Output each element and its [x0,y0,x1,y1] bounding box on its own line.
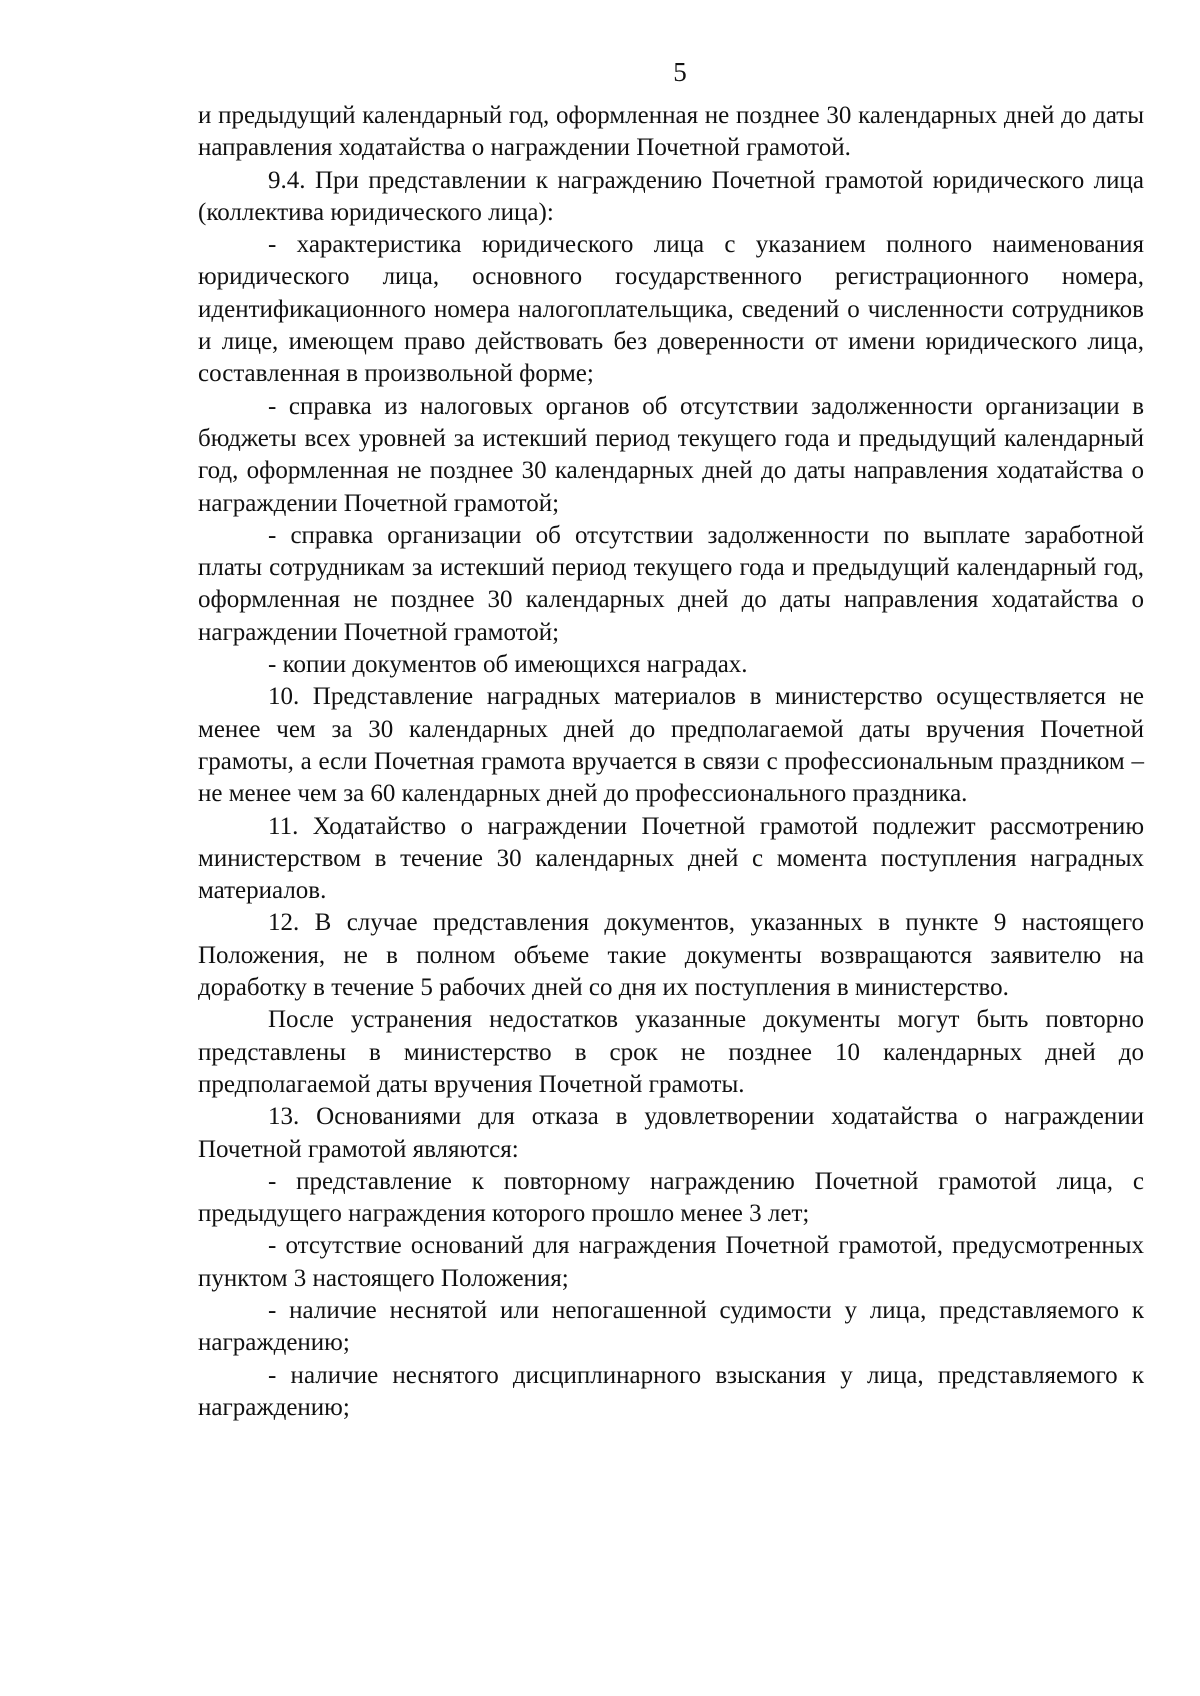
paragraph-9-4: 9.4. При представлении к награждению Почетной грамотой юридического лица (коллектива юридического лица): [198,166,1144,226]
paragraph-11: 11. Ходатайство о награждении Почетной грамотой подлежит рассмотрению министерством в течение 30 календарных дней с момента поступления наградных материалов. [198,812,1144,905]
list-item-award-copies: - копии документов об имеющихся наградах. [268,651,748,679]
paragraph-10: 10. Представление наградных материалов в министерство осуществляется не менее чем за 30 календарных дней до предполагаемой даты вручения Почетной грамоты, а если Почетная грамота вручается в связи с профессиональным праздником – не менее чем за 60 календарных дней до профессионального праздника. [198,683,1144,808]
list-item-repeat-award: - представление к повторному награждению Почетной грамотой лица, с предыдущего награждения которого прошло менее 3 лет; [198,1167,1144,1228]
paragraph-continuation: и предыдущий календарный год, оформленная не позднее 30 календарных дней до даты направления ходатайства о награждении Почетной грамотой. [198,102,1144,162]
list-item-tax-certificate: - справка из налоговых органов об отсутствии задолженности организации в бюджеты всех уровней за истекший период текущего года и предыдущий календарный год, оформленная не позднее 30 календарных дней до даты направления ходатайства о награждении Почетной грамотой; [198,392,1144,517]
document-body [198,100,1144,1424]
paragraph-12-resubmission: После устранения недостатков указанные документы могут быть повторно представлены в министерство в срок не позднее 10 календарных дней до предполагаемой даты вручения Почетной грамоты. [198,1006,1144,1098]
list-item-no-grounds: - отсутствие оснований для награждения Почетной грамотой, предусмотренных пунктом 3 настоящего Положения; [198,1232,1144,1292]
list-item-disciplinary: - наличие неснятого дисциплинарного взыскания у лица, представляемого к награждению; [198,1361,1144,1421]
paragraph-12: 12. В случае представления документов, указанных в пункте 9 настоящего Положения, не в полном объеме такие документы возвращаются заявителю на доработку в течение 5 рабочих дней со дня их поступления в министерство. [198,909,1144,1002]
page-number: 5 [673,57,687,87]
paragraph-13: 13. Основаниями для отказа в удовлетворении ходатайства о награждении Почетной грамотой являются: [198,1103,1144,1163]
list-item-salary-certificate: - справка организации об отсутствии задолженности по выплате заработной платы сотрудникам за истекший период текущего года и предыдущий календарный год, оформленная не позднее 30 календарных дней до даты направления ходатайства о награждении Почетной грамотой; [198,521,1144,646]
list-item-conviction: - наличие неснятой или непогашенной судимости у лица, представляемого к награждению; [198,1296,1144,1357]
list-item-characteristic: - характеристика юридического лица с указанием полного наименования юридического лица, основного государственного регистрационного номера, идентификационного номера налогоплательщика, сведений о численности сотрудников и лице, имеющем право действовать без доверенности от имени юридического лица, составленная в произвольной форме; [198,231,1144,388]
